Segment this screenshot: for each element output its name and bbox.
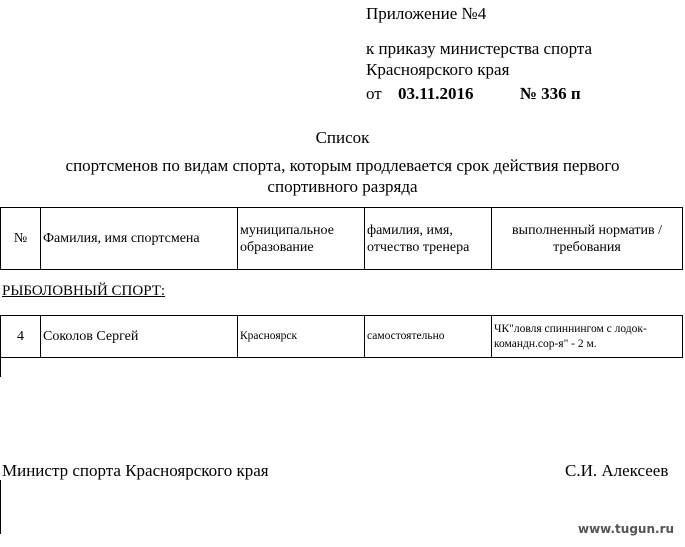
table-header-row: [1, 208, 683, 270]
row-number: 4: [1, 316, 41, 358]
list-subtitle-line-2: спортивного разряда: [267, 177, 418, 196]
order-date-line: [366, 84, 581, 104]
table-row: [1, 316, 683, 358]
left-edge-rule: [0, 357, 1, 377]
athletes-table-header: [0, 207, 683, 270]
date-prefix: от: [366, 84, 382, 103]
list-heading: Список: [315, 128, 370, 147]
minister-title: Министр спорта Красноярского края: [2, 461, 269, 480]
order-line-1: к приказу министерства спорта: [366, 39, 593, 58]
appendix-title: Приложение №4: [366, 4, 487, 23]
section-label: РЫБОЛОВНЫЙ СПОРТ:: [2, 283, 166, 299]
column-header-municipality: муниципальное образование: [238, 208, 365, 270]
coach-name: самостоятельно: [365, 316, 492, 358]
municipality: Красноярск: [238, 316, 365, 358]
left-edge-rule: [0, 480, 1, 534]
athlete-name: Соколов Сергей: [41, 316, 238, 358]
watermark: www.tugun.ru: [578, 522, 675, 536]
column-header-standard: выполненный норматив /требования: [492, 208, 683, 270]
athletes-table-body: [0, 315, 683, 358]
order-number: № 336 п: [519, 84, 581, 103]
minister-name: С.И. Алексеев: [565, 461, 669, 480]
column-header-coach: фамилия, имя, отчество тренера: [365, 208, 492, 270]
order-line-2: Красноярского края: [366, 60, 510, 79]
standard-result: ЧК"ловля спиннингом с лодок-командн.сор-я" - 2 м.: [492, 316, 683, 358]
list-subtitle-line-1: спортсменов по видам спорта, которым продлевается срок действия первого: [65, 156, 620, 175]
order-date: 03.11.2016: [397, 84, 474, 103]
column-header-number: №: [1, 208, 41, 270]
column-header-athlete: Фамилия, имя спортсмена: [41, 208, 238, 270]
